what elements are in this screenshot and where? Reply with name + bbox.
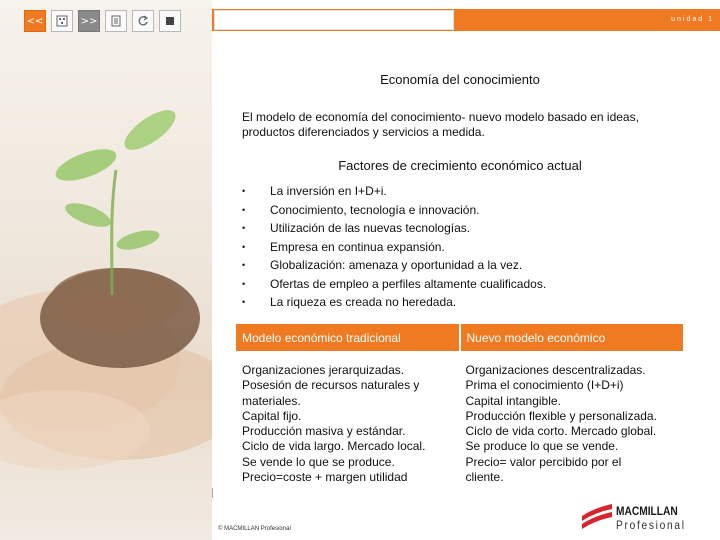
- bullet-icon: •: [242, 260, 246, 270]
- table-row: [236, 351, 683, 485]
- new-cell: [460, 351, 684, 485]
- cell-line: Se produce lo que se vende.: [465, 439, 619, 454]
- divider: [212, 488, 213, 498]
- cell-line: Producción flexible y personalizada.: [465, 408, 657, 423]
- list-item: [242, 293, 702, 312]
- macmillan-logo: [580, 500, 714, 534]
- prev-arrows-icon: <<: [26, 15, 44, 27]
- stop-button[interactable]: [159, 10, 181, 32]
- cell-line: Precio=coste + margen utilidad: [242, 470, 408, 485]
- back-button[interactable]: [132, 10, 154, 32]
- factor-text: Globalización: amenaza y oportunidad a la vez.: [270, 258, 523, 272]
- cell-line: Organizaciones descentralizadas.: [465, 363, 646, 377]
- home-button[interactable]: [51, 10, 73, 32]
- table-header-row: [236, 324, 683, 351]
- bullet-icon: •: [242, 278, 246, 289]
- logo-text-profesional: Profesional: [616, 518, 686, 532]
- previous-button[interactable]: [24, 10, 46, 32]
- cell-line: Ciclo de vida corto. Mercado global.: [465, 424, 657, 439]
- page-title: Economía del conocimiento: [380, 72, 540, 87]
- unit-label: unidad 1: [671, 16, 714, 23]
- list-item: [242, 182, 702, 201]
- bullet-icon: •: [242, 297, 246, 307]
- factors-title: Factores de crecimiento económico actual: [338, 158, 582, 173]
- return-icon: [137, 15, 149, 27]
- factor-text: La inversión en I+D+i.: [270, 184, 387, 198]
- list-item: [242, 256, 702, 275]
- factor-text: Conocimiento, tecnología e innovación.: [270, 202, 480, 217]
- cell-line: Se vende lo que se produce.: [242, 454, 395, 469]
- comparison-table: [236, 324, 683, 485]
- cell-line: Prima el conocimiento (I+D+i): [465, 378, 624, 393]
- cell-line: Capital fijo.: [242, 408, 302, 423]
- list-item: [242, 201, 702, 220]
- plant-illustration: [0, 0, 212, 540]
- index-button[interactable]: [105, 10, 127, 32]
- factor-text: Utilización de las nuevas tecnologías.: [270, 221, 471, 235]
- header-traditional: Modelo económico tradicional: [236, 324, 460, 351]
- bullet-icon: •: [242, 204, 246, 215]
- cell-line: Capital intangible.: [465, 393, 561, 408]
- factors-list: [242, 182, 702, 312]
- copyright-text: © MACMILLAN Profesional: [218, 526, 291, 532]
- plant-hands-image: [0, 0, 212, 540]
- cell-line: cliente.: [465, 470, 504, 485]
- navigation-toolbar: [24, 10, 181, 34]
- factor-text: La riqueza es creada no heredada.: [270, 295, 457, 309]
- traditional-cell: [236, 351, 460, 485]
- logo-mark-icon: [580, 502, 614, 532]
- logo-text-macmillan: MACMILLAN: [616, 504, 678, 518]
- grid-icon: [56, 15, 68, 27]
- list-item: [242, 219, 702, 238]
- intro-paragraph: [242, 110, 702, 140]
- cell-line: Ciclo de vida largo. Mercado local.: [242, 439, 426, 454]
- cell-line: Organizaciones jerarquizadas.: [242, 363, 405, 377]
- list-item: [242, 275, 702, 294]
- header-title-field: [214, 10, 454, 30]
- factor-text: Ofertas de empleo a perfiles altamente cualificados.: [270, 276, 547, 291]
- intro-line: El modelo de economía del conocimiento- nuevo modelo basado en ideas,: [242, 110, 639, 124]
- bullet-icon: •: [242, 186, 246, 196]
- cell-line: Posesión de recursos naturales y: [242, 378, 420, 393]
- list-icon: [110, 15, 122, 27]
- header-new: Nuevo modelo económico: [460, 324, 684, 351]
- bullet-icon: •: [242, 241, 246, 252]
- next-button[interactable]: [78, 10, 100, 32]
- bullet-icon: •: [242, 223, 246, 233]
- list-item: [242, 238, 702, 257]
- cell-line: Producción masiva y estándar.: [242, 424, 406, 439]
- next-arrows-icon: >>: [80, 15, 98, 27]
- stop-icon: [164, 15, 176, 27]
- intro-line: productos diferenciados y servicios a medida.: [242, 125, 485, 139]
- factor-text: Empresa en continua expansión.: [270, 239, 445, 254]
- cell-line: materiales.: [242, 393, 301, 408]
- cell-line: Precio= valor percibido por el: [465, 454, 622, 469]
